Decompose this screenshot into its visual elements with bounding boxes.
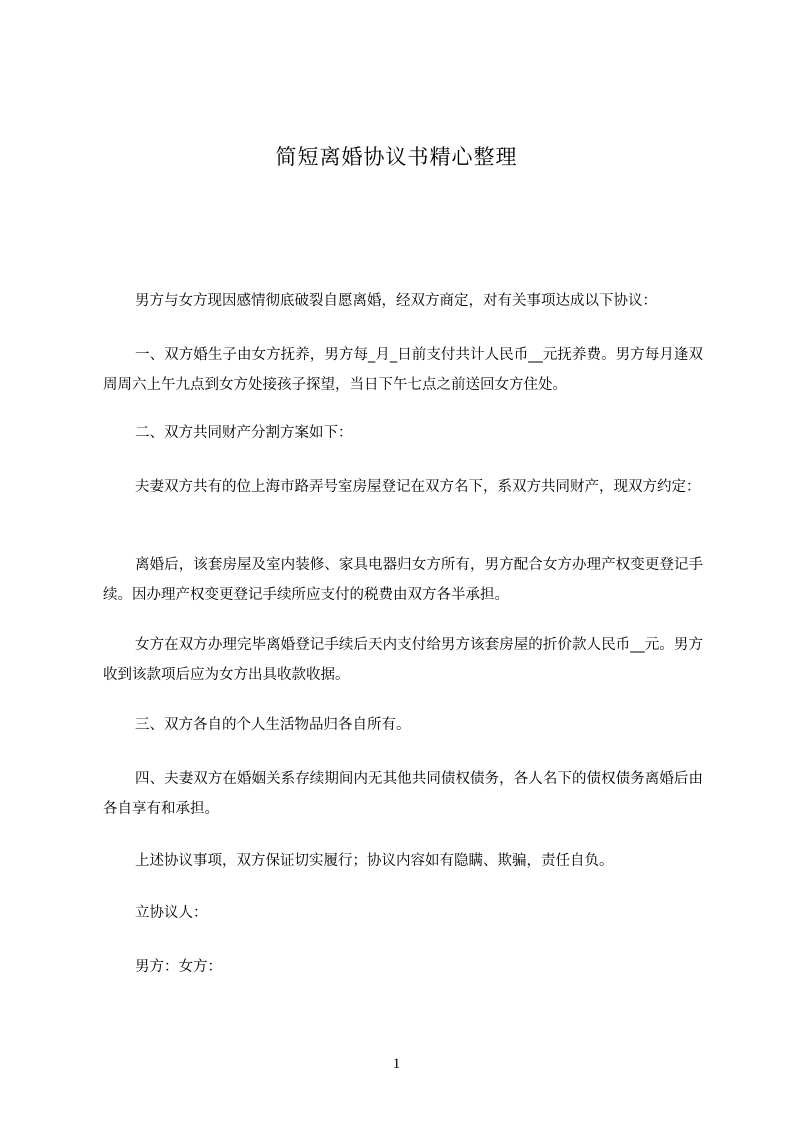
paragraph-payment: 女方在双方办理完毕离婚登记手续后天内支付给男方该套房屋的折价款人民币__元。男方收到该款项后应为女方出具收款收据。 xyxy=(103,637,703,683)
paragraph-signature-line: 男方：女方： xyxy=(135,959,222,975)
paragraph-property-heading: 二、双方共同财产分割方案如下： xyxy=(135,425,353,441)
document-title: 简短离婚协议书精心整理 xyxy=(275,145,518,169)
paragraph-property-house: 夫妻双方共有的位上海市路弄号室房屋登记在双方名下，系双方共同财产，现双方约定： xyxy=(135,479,701,495)
paragraph-personal-items: 三、双方各自的个人生活物品归各自所有。 xyxy=(135,717,411,733)
paragraph-intro: 男方与女方现因感情彻底破裂自愿离婚，经双方商定，对有关事项达成以下协议： xyxy=(135,293,657,309)
paragraph-signatories-label: 立协议人： xyxy=(135,905,208,921)
paragraph-guarantee: 上述协议事项，双方保证切实履行；协议内容如有隐瞒、欺骗，责任自负。 xyxy=(135,853,614,869)
paragraph-debts: 四、夫妻双方在婚姻关系存续期间内无其他共同债权债务，各人名下的债权债务离婚后由各自享有和承担。 xyxy=(103,771,703,817)
paragraph-property-after-divorce: 离婚后，该套房屋及室内装修、家具电器归女方所有，男方配合女方办理产权变更登记手续。因办理产权变更登记手续所应支付的税费由双方各半承担。 xyxy=(103,557,703,603)
paragraph-child-custody: 一、双方婚生子由女方抚养，男方每_月_日前支付共计人民币__元抚养费。男方每月逢双周周六上午九点到女方处接孩子探望，当日下午七点之前送回女方住处。 xyxy=(103,347,703,393)
page-number: 1 xyxy=(392,1056,401,1072)
